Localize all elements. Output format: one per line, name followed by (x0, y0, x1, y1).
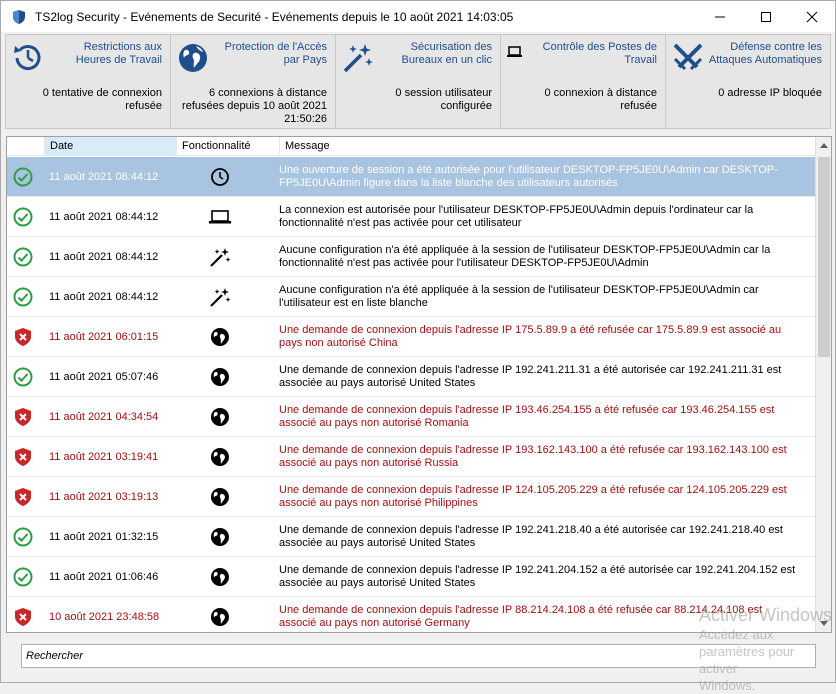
row-date: 11 août 2021 05:07:46 (49, 371, 159, 383)
row-message: Une demande de connexion depuis l'adresse IP 124.105.205.229 a été refusée car 124.105.205.229 est associé au pays non autorisé Philippines (279, 484, 787, 509)
check-circle-icon (13, 287, 33, 307)
events-list[interactable] (6, 136, 832, 633)
tile-working-hours[interactable] (5, 34, 171, 129)
check-circle-icon (13, 527, 33, 547)
table-row[interactable] (7, 517, 817, 557)
table-row[interactable] (7, 477, 817, 517)
list-header (7, 137, 817, 156)
tile-stat: 0 connexion à distance refusée (544, 87, 657, 112)
row-message: Une demande de connexion depuis l'adresse IP 175.5.89.9 a été refusée car 175.5.89.9 est associé au pays non autorisé China (279, 324, 782, 349)
row-date: 11 août 2021 04:34:54 (49, 411, 159, 423)
globe-icon (209, 607, 231, 627)
row-date: 11 août 2021 08:44:12 (49, 251, 159, 263)
globe-icon (209, 327, 231, 347)
table-row[interactable] (7, 597, 817, 637)
window-title: TS2log Security - Evénements de Securité - Evénements depuis le 10 août 2021 14:03:05 (35, 9, 514, 24)
feature-tiles (5, 34, 831, 129)
table-row[interactable] (7, 277, 817, 317)
row-date: 11 août 2021 08:44:12 (49, 211, 159, 223)
table-row[interactable] (7, 197, 817, 237)
table-row[interactable] (7, 557, 817, 597)
maximize-button[interactable] (743, 1, 789, 32)
watermark-line: Windows. (699, 678, 756, 693)
row-date: 11 août 2021 01:32:15 (49, 531, 159, 543)
magic-wand-icon (341, 41, 375, 75)
globe-icon (209, 367, 231, 387)
scroll-down-button[interactable] (816, 615, 832, 632)
row-date: 11 août 2021 08:44:12 (49, 291, 159, 303)
row-date: 11 août 2021 03:19:13 (49, 491, 159, 503)
minimize-icon (715, 12, 725, 22)
row-message: Une demande de connexion depuis l'adresse IP 192.241.204.152 a été autorisée car 192.241.204.152 est associée au pays autorisé United States (279, 564, 796, 589)
globe-icon (176, 41, 210, 75)
check-circle-icon (13, 207, 33, 227)
tile-stat: 0 session utilisateur configurée (395, 87, 492, 112)
check-circle-icon (13, 367, 33, 387)
crossed-swords-icon (671, 41, 705, 75)
row-message: Une demande de connexion depuis l'adresse IP 192.241.211.31 a été autorisée car 192.241.211.31 est associée au pays autorisé United States (279, 364, 782, 389)
row-message: Une demande de connexion depuis l'adresse IP 192.241.218.40 a été autorisée car 192.241.218.40 est associée au pays autorisé United States (279, 524, 783, 549)
column-header-message[interactable]: Message (285, 140, 330, 152)
chevron-down-icon (820, 621, 828, 626)
shield-x-icon (13, 607, 33, 627)
globe-icon (209, 447, 231, 467)
globe-icon (209, 487, 231, 507)
tile-title: Restrictions aux Heures de Travail (75, 41, 162, 66)
close-button[interactable] (789, 1, 835, 32)
tile-title: Sécurisation des Bureaux en un clic (401, 41, 492, 66)
watermark-line: Activer Windows (699, 605, 833, 625)
row-message: Aucune configuration n'a été appliquée à la session de l'utilisateur DESKTOP-FP5JE0U\Admin car l'utilisateur est en liste blanche (279, 284, 759, 309)
check-circle-icon (13, 247, 33, 267)
close-icon (807, 12, 817, 22)
globe-icon (209, 407, 231, 427)
table-row[interactable] (7, 357, 817, 397)
globe-icon (209, 527, 231, 547)
row-message: Une demande de connexion depuis l'adresse IP 88.214.24.108 a été refusée car 88.214.24.108 est associé au pays non autorisé Germany (279, 604, 763, 629)
shield-x-icon (13, 407, 33, 427)
row-message: La connexion est autorisée pour l'utilisateur DESKTOP-FP5JE0U\Admin depuis l'ordinateur car la fonctionnalité n'est pas activée pour cet utilisateur (279, 204, 754, 229)
laptop-icon (209, 207, 231, 227)
shield-x-icon (13, 487, 33, 507)
tile-attack-defense[interactable] (665, 34, 831, 129)
tile-stat: 0 tentative de connexion refusée (42, 87, 162, 112)
shield-x-icon (13, 447, 33, 467)
check-circle-icon (13, 167, 33, 187)
vertical-scrollbar[interactable] (815, 137, 831, 632)
tile-stat: 0 adresse IP bloquée (718, 87, 822, 99)
tile-title: Défense contre les Attaques Automatiques (708, 41, 822, 66)
list-rows (7, 157, 817, 637)
tile-title: Contrôle des Postes de Travail (542, 41, 657, 66)
magic-wand-icon (209, 287, 231, 307)
clock-icon (11, 41, 45, 75)
row-date: 10 août 2021 23:48:58 (49, 611, 160, 623)
column-header-status[interactable] (7, 137, 45, 156)
globe-icon (209, 567, 231, 587)
app-shield-icon (11, 9, 27, 25)
row-message: Une ouverture de session a été autorisée pour l'utilisateur DESKTOP-FP5JE0U\Admin car DESKTOP-FP5JE0U\Admin figure dans la liste blanche des utilisateurs autorisés (279, 164, 778, 189)
row-date: 11 août 2021 03:19:41 (49, 451, 159, 463)
clock-icon (209, 167, 231, 187)
tile-country-access[interactable] (170, 34, 336, 129)
tile-stat: 6 connexions à distance refusées depuis 10 août 2021 21:50:26 (182, 87, 327, 125)
column-header-date[interactable]: Date (45, 137, 177, 156)
row-date: 11 août 2021 01:06:46 (49, 571, 159, 583)
row-date: 11 août 2021 06:01:15 (49, 331, 159, 343)
magic-wand-icon (209, 247, 231, 267)
scroll-up-button[interactable] (816, 137, 832, 154)
table-row[interactable] (7, 317, 817, 357)
tile-title: Protection de l'Accès par Pays (224, 41, 327, 66)
table-row[interactable] (7, 157, 817, 197)
table-row[interactable] (7, 237, 817, 277)
table-row[interactable] (7, 437, 817, 477)
search-input[interactable] (21, 644, 816, 668)
tile-workstation-control[interactable] (500, 34, 666, 129)
column-header-func[interactable]: Fonctionnalité (177, 137, 280, 156)
check-circle-icon (13, 567, 33, 587)
chevron-up-icon (820, 143, 828, 148)
row-date: 11 août 2021 08:44:12 (49, 171, 159, 183)
shield-x-icon (13, 327, 33, 347)
watermark-line: Accédez aux paramètres pour activer (699, 627, 795, 676)
scrollbar-thumb[interactable] (818, 157, 830, 357)
row-message: Une demande de connexion depuis l'adresse IP 193.46.254.155 a été refusée car 193.46.254.155 est associé au pays non autorisé Romania (279, 404, 775, 429)
tile-desktop-security[interactable] (335, 34, 501, 129)
title-bar (1, 1, 835, 32)
row-message: Une demande de connexion depuis l'adresse IP 193.162.143.100 a été refusée car 193.162.143.100 est associé au pays non autorisé Russia (279, 444, 787, 469)
table-row[interactable] (7, 397, 817, 437)
maximize-icon (761, 12, 771, 22)
laptop-icon (506, 41, 540, 75)
minimize-button[interactable] (697, 1, 743, 32)
row-message: Aucune configuration n'a été appliquée à la session de l'utilisateur DESKTOP-FP5JE0U\Admin car la fonctionnalité n'est pas activée pour l'utilisateur DESKTOP-FP5JE0U\Admin (279, 244, 771, 269)
